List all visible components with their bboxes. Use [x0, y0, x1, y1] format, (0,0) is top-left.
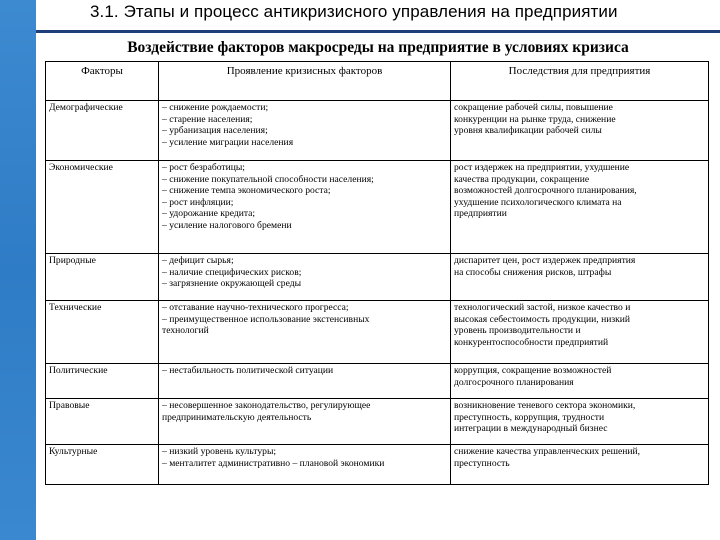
factor-cell: Культурные	[46, 445, 159, 485]
consequence-line: высокая себестоимость продукции, низкий	[454, 313, 631, 325]
consequence-line: снижение качества управленческих решений,	[454, 446, 641, 457]
header-manifestations: Проявление кризисных факторов	[159, 62, 451, 101]
consequence-line: на способы снижения рисков, штрафы	[454, 266, 612, 278]
factor-cell: Природные	[46, 254, 159, 301]
consequence-line: конкуренции на рынке труда, снижение	[454, 113, 616, 125]
manifestation-line: – отставание научно-технического прогресса;	[162, 302, 349, 313]
factor-cell: Политические	[46, 364, 159, 399]
header-consequences: Последствия для предприятия	[451, 62, 709, 101]
table-row	[46, 254, 709, 301]
manifestations-cell	[159, 161, 451, 254]
factor-cell: Демографические	[46, 101, 159, 161]
consequence-line: рост издержек на предприятии, ухудшение	[454, 162, 630, 173]
manifestation-line: – усиление налогового бремени	[162, 219, 292, 231]
consequences-cell	[451, 399, 709, 445]
manifestation-line: – низкий уровень культуры;	[162, 446, 277, 457]
consequences-cell	[451, 101, 709, 161]
consequence-line: качества продукции, сокращение	[454, 173, 590, 185]
factor-cell: Правовые	[46, 399, 159, 445]
consequence-line: технологический застой, низкое качество и	[454, 302, 631, 313]
table-row	[46, 101, 709, 161]
consequence-line: сокращение рабочей силы, повышение	[454, 102, 613, 113]
manifestation-line: – менталитет административно – плановой экономики	[162, 457, 385, 469]
factor-cell: Экономические	[46, 161, 159, 254]
table-row	[46, 161, 709, 254]
table-row	[46, 445, 709, 485]
manifestation-line: – рост безработицы;	[162, 162, 245, 173]
consequences-cell	[451, 161, 709, 254]
consequence-line: преступность, коррупция, трудности	[454, 411, 605, 423]
manifestations-cell	[159, 254, 451, 301]
consequence-line: диспаритет цен, рост издержек предприятия	[454, 255, 636, 266]
consequences-cell	[451, 301, 709, 364]
manifestation-line: – наличие специфических рисков;	[162, 266, 302, 278]
factors-table	[45, 61, 709, 485]
consequence-line: предприятии	[454, 208, 507, 220]
manifestation-line: – снижение покупательной способности населения;	[162, 173, 374, 185]
left-accent-bar	[0, 0, 36, 540]
consequence-line: конкурентоспособности предприятий	[454, 336, 609, 348]
consequence-line: уровень производительности и	[454, 325, 581, 337]
manifestation-line: технологий	[162, 325, 209, 337]
manifestations-cell	[159, 101, 451, 161]
consequence-line: интеграции в международный бизнес	[454, 423, 608, 435]
title-divider	[36, 30, 720, 33]
consequence-line: долгосрочного планирования	[454, 376, 574, 388]
table-header-row	[46, 62, 709, 101]
manifestation-line: – дефицит сырья;	[162, 255, 234, 266]
consequences-cell	[451, 445, 709, 485]
table-row	[46, 399, 709, 445]
table-title: Воздействие факторов макросреды на предприятие в условиях кризиса	[127, 39, 629, 56]
manifestation-line: – снижение темпа экономического роста;	[162, 185, 331, 197]
manifestation-line: – рост инфляции;	[162, 196, 234, 208]
manifestation-line: – старение населения;	[162, 113, 253, 125]
manifestations-cell	[159, 301, 451, 364]
manifestation-line: – преимущественное использование экстенсивных	[162, 313, 370, 325]
manifestations-cell	[159, 399, 451, 445]
consequence-line: возможностей долгосрочного планирования,	[454, 185, 637, 197]
consequence-line: преступность	[454, 457, 510, 469]
consequences-cell	[451, 254, 709, 301]
slide-title: 3.1. Этапы и процесс антикризисного управления на предприятии	[90, 2, 618, 21]
manifestation-line: – усиление миграции населения	[162, 136, 294, 148]
manifestations-cell	[159, 364, 451, 399]
manifestation-line: – несовершенное законодательство, регулирующее	[162, 400, 371, 411]
consequences-cell	[451, 364, 709, 399]
table-row	[46, 364, 709, 399]
manifestation-line: – загрязнение окружающей среды	[162, 278, 302, 290]
consequence-line: ухудшение психологического климата на	[454, 196, 622, 208]
consequence-line: возникновение теневого сектора экономики,	[454, 400, 636, 411]
manifestation-line: – урбанизация населения;	[162, 125, 268, 137]
factor-cell: Технические	[46, 301, 159, 364]
consequence-line: уровня квалификации рабочей силы	[454, 125, 602, 137]
manifestation-line: – снижение рождаемости;	[162, 102, 269, 113]
manifestation-line: – удорожание кредита;	[162, 208, 256, 220]
manifestation-line: – нестабильность политической ситуации	[162, 365, 334, 376]
consequence-line: коррупция, сокращение возможностей	[454, 365, 612, 376]
manifestations-cell	[159, 445, 451, 485]
manifestation-line: предпринимательскую деятельность	[162, 411, 312, 423]
header-factors: Факторы	[46, 62, 159, 101]
table-row	[46, 301, 709, 364]
